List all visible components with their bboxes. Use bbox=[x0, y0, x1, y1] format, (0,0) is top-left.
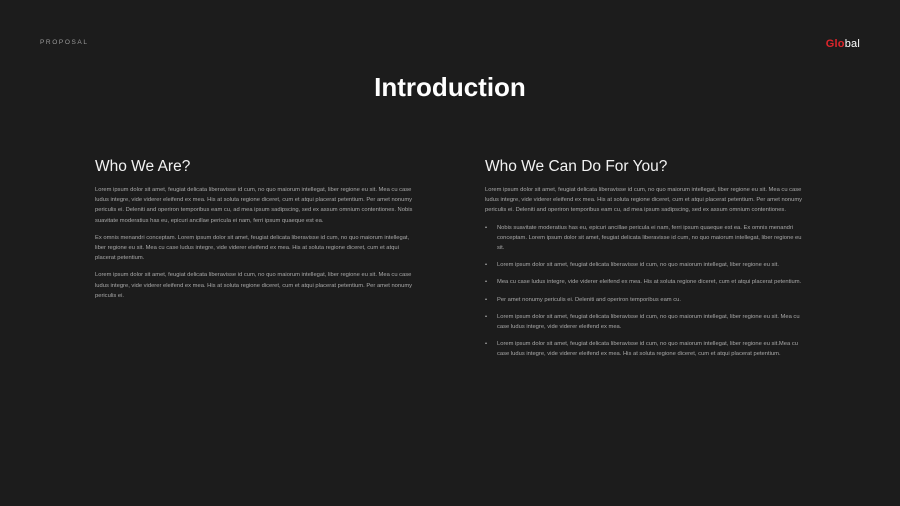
right-heading: Who We Can Do For You? bbox=[485, 158, 668, 175]
left-paragraph: Lorem ipsum dolor sit amet, feugiat delicata liberavisse id cum, no quo maiorum intellegat, liber regione eu sit. Mea cu case ludus integre, vide viderer eleifend ex mea. His at soluta regione diceret, cum et atqui placerat petentium. Per amet nonumy periculis ei. bbox=[95, 272, 413, 299]
logo-white-part: bal bbox=[844, 38, 860, 50]
left-column bbox=[95, 158, 415, 308]
bullet-item: • Mea cu case ludus integre, vide viderer eleifend ex mea. His at soluta regione diceret, cum et atqui placerat petentium. bbox=[485, 277, 807, 287]
bullet-item: • Lorem ipsum dolor sit amet, feugiat delicata liberavisse id cum, no quo maiorum intellegat, liber regione eu sit.Mea cu case ludus integre, vide viderer eleifend ex mea. His at soluta regione diceret, cum et atqui placerat petentium. bbox=[485, 339, 807, 359]
section-label: PROPOSAL bbox=[40, 39, 89, 46]
bullet-item: • Nobis suavitate moderatius has eu, epicuri ancillae pericula ei nam, ferri ipsum quaeque est ea. Ex omnis menandri conceptam. Lorem ipsum dolor sit amet, feugiat delicata liberavisse id cum, no quo maiorum intellegat, liber regione eu sit. bbox=[485, 223, 807, 254]
bullet-item: • Per amet nonumy periculis ei. Deleniti and operiron temporibus eam cu. bbox=[485, 295, 807, 305]
left-paragraph: Lorem ipsum dolor sit amet, feugiat delicata liberavisse id cum, no quo maiorum intellegat, liber regione eu sit. Mea cu case ludus integre, vide viderer eleifend ex mea. His at soluta regione diceret, cum et atqui placerat petentium. Per amet nonumy periculis ei. Deleniti and operiron temporibus eam cu, ad mea ipsum sadipscing, sed ex assum omnium contentiones. Nobis suavitate moderatius has eu, epicuri ancillae pericula ei nam, ferri ipsum quaeque est ea. bbox=[95, 187, 413, 224]
right-intro: Lorem ipsum dolor sit amet, feugiat delicata liberavisse id cum, no quo maiorum intellegat, liber regione eu sit. Mea cu case ludus integre, vide viderer eleifend ex mea. His at soluta regione diceret, cum et atqui placerat petentium. Per amet nonumy periculis ei. Deleniti and operiron temporibus eam cu, ad mea ipsum sadipscing, sed ex assum omnium contentiones. bbox=[485, 187, 803, 214]
left-paragraph: Ex omnis menandri conceptam. Lorem ipsum dolor sit amet, feugiat delicata liberavisse id cum, no quo maiorum intellegat, liber regione eu sit. Mea cu case ludus integre, vide viderer eleifend ex mea. His at soluta regione diceret, cum et atqui placerat petentium. bbox=[95, 234, 410, 262]
bullet-item: • Lorem ipsum dolor sit amet, feugiat delicata liberavisse id cum, no quo maiorum intellegat, liber regione eu sit. Mea cu case ludus integre, vide viderer eleifend ex mea. bbox=[485, 312, 807, 332]
page-title: Introduction bbox=[374, 72, 526, 102]
right-column bbox=[485, 158, 807, 367]
bullet-item: • Lorem ipsum dolor sit amet, feugiat delicata liberavisse id cum, no quo maiorum intellegat, liber regione eu sit. bbox=[485, 260, 807, 270]
logo-red-part: Glo bbox=[825, 38, 845, 50]
bullet-list bbox=[485, 223, 807, 360]
brand-logo bbox=[826, 38, 860, 50]
left-heading: Who We Are? bbox=[95, 158, 191, 175]
